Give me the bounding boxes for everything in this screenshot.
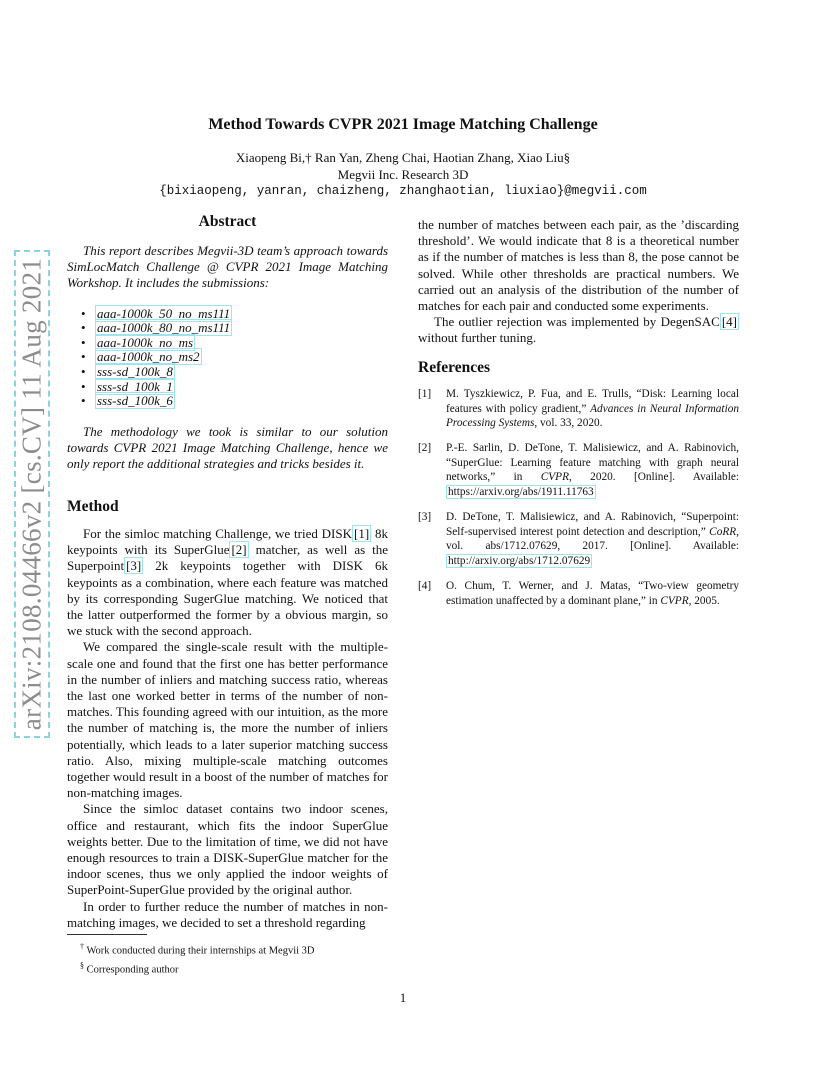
reference-item bbox=[418, 579, 739, 608]
abstract-intro bbox=[67, 243, 388, 292]
footnote-item bbox=[80, 940, 410, 959]
submission-link[interactable]: sss-sd_100k_8 bbox=[97, 363, 173, 379]
method-paragraph-2: We compared the single-scale result with the multiple-scale one and found that the first one has better performance in the number of inliers and matching success ratio, whereas the last one worked better in terms of the number of non-matches. This founding agreed with our intuition, as the more the number of matching is, the more the number of inliers potentially, which leads to a later superior matching success ratio. Also, mixing multiple-scale matching outcomes together would result in a boost of the number of matches for non-matching images. bbox=[67, 639, 388, 801]
method-body-continued bbox=[418, 217, 739, 347]
method-paragraph-1 bbox=[67, 526, 388, 639]
submission-link[interactable]: aaa-1000k_no_ms bbox=[97, 334, 194, 350]
reference-text: M. Tyszkiewicz, P. Fua, and E. Trulls, “Disk: Learning local features with policy gradient,” bbox=[446, 388, 739, 415]
abstract-section bbox=[67, 213, 388, 472]
abstract-intro-text: This report describes Megvii-3D team’s approach towards SimLocMatch Challenge @ CVPR 2021 Image Matching Workshop. It includes the submissions: bbox=[67, 243, 388, 291]
method-p1-text-a: For the simloc matching Challenge, we tried DISK bbox=[83, 526, 352, 541]
reference-number: [3] bbox=[418, 511, 432, 524]
reference-text-end: , 2020. [Online]. Available: bbox=[569, 471, 739, 484]
reference-venue: CVPR bbox=[660, 594, 689, 607]
page-number: 1 bbox=[399, 990, 407, 1005]
footnote-item bbox=[80, 959, 410, 978]
reference-item bbox=[418, 441, 739, 499]
reference-list bbox=[418, 387, 739, 608]
method-p1-text-d: 2k keypoints together with DISK 6k keypoints as a combination, where each feature was matched by its corresponding SugerGlue matching. We noticed that the latter outperformed the former by a obvious margin, so we stuck with the second approach. bbox=[67, 558, 388, 639]
method-body bbox=[67, 526, 388, 931]
citation-link-3[interactable]: [3] bbox=[126, 558, 142, 574]
abstract-outro-text: The methodology we took is similar to our solution towards CVPR 2021 Image Matching Challenge, hence we only report the additional strategies and tricks besides it. bbox=[67, 423, 388, 472]
reference-text: D. DeTone, T. Malisiewicz, and A. Rabinovich, “Superpoint: Self-supervised interest point detection and description,” bbox=[446, 511, 739, 538]
method-p5-text-a: The outlier rejection was implemented by DegenSAC bbox=[434, 314, 720, 330]
method-paragraph-4-cont: the number of matches between each pair, as the ’discarding threshold’. We would indicate that 8 is a theoretical number as if the number of matches is less than 8, the pose cannot be solved. While other thresholds are practical numbers. We carried out an analysis of the distribution of the number of matches for each pair and conducted some experiments. bbox=[418, 217, 739, 314]
method-paragraph-3: Since the simloc dataset contains two indoor scenes, office and restaurant, which fits the indoor SuperGlue weights better. Due to the limitation of time, we did not have enough resources to train a DISK-SuperGlue matcher for the indoor scenes, thus we only applied the indoor weights of SuperPoint-SuperGlue provided by the original author. bbox=[67, 801, 388, 898]
submission-link[interactable]: aaa-1000k_80_no_ms111 bbox=[97, 320, 231, 336]
abstract-outro bbox=[67, 424, 388, 473]
author-list: Xiaopeng Bi,† Ran Yan, Zheng Chai, Haotian Zhang, Xiao Liu§ bbox=[235, 150, 571, 165]
reference-text-end: , 2005. bbox=[688, 594, 720, 607]
citation-link-1[interactable]: [1] bbox=[354, 526, 370, 541]
submission-link[interactable]: aaa-1000k_50_no_ms111 bbox=[97, 305, 231, 321]
method-continued bbox=[418, 217, 739, 347]
reference-venue: CoRR bbox=[709, 525, 737, 538]
affiliation: Megvii Inc. Research 3D bbox=[337, 167, 469, 182]
reference-text: O. Chum, T. Werner, and J. Matas, “Two-view geometry estimation unaffected by a dominant plane,” in bbox=[446, 580, 739, 607]
abstract-heading: Abstract bbox=[198, 213, 257, 230]
reference-item bbox=[418, 510, 739, 568]
reference-text-end: , vol. 33, 2020. bbox=[534, 417, 603, 430]
footnote-text: Corresponding author bbox=[86, 964, 179, 975]
reference-venue: CVPR bbox=[540, 471, 569, 484]
submission-link[interactable]: sss-sd_100k_1 bbox=[97, 378, 173, 394]
method-p1-text-b: 8k keypoints with its SuperGlue bbox=[67, 526, 388, 558]
references-heading: References bbox=[418, 359, 491, 376]
reference-venue: Advances in Neural Information Processing Systems bbox=[446, 402, 740, 430]
footnote-mark: § bbox=[80, 960, 84, 970]
reference-url-link[interactable]: http://arxiv.org/abs/1712.07629 bbox=[448, 554, 591, 567]
submission-list bbox=[81, 307, 388, 409]
paper-title: Method Towards CVPR 2021 Image Matching Challenge bbox=[208, 116, 598, 133]
reference-number: [2] bbox=[418, 442, 432, 455]
submission-link[interactable]: aaa-1000k_no_ms2 bbox=[97, 349, 200, 365]
footnotes bbox=[80, 940, 410, 977]
method-p1-text-c: matcher, as well as the Superpoint bbox=[67, 542, 389, 574]
method-paragraph-4: In order to further reduce the number of matches in non-matching images, we decided to set a threshold regarding bbox=[67, 898, 388, 930]
citation-link-4[interactable]: [4] bbox=[721, 314, 737, 330]
reference-text: P.-E. Sarlin, D. DeTone, T. Malisiewicz, and A. Rabinovich, “SuperGlue: Learning feature matching with graph neural networks,” in bbox=[446, 442, 739, 484]
method-paragraph-5 bbox=[418, 314, 739, 346]
submission-link[interactable]: sss-sd_100k_6 bbox=[97, 393, 173, 409]
reference-number: [1] bbox=[418, 388, 432, 400]
footnote-text: Work conducted during their internships at Megvii 3D bbox=[86, 945, 315, 957]
footnote-divider bbox=[67, 934, 147, 935]
method-section bbox=[67, 498, 388, 931]
reference-text-end: , vol. abs/1712.07629, 2017. [Online]. Available: bbox=[446, 525, 739, 553]
references-section bbox=[418, 359, 739, 619]
submission-item bbox=[81, 394, 388, 409]
arxiv-identifier-text: arXiv:2108.04466v2 [cs.CV] 11 Aug 2021 bbox=[16, 257, 47, 731]
method-p5-text-b: without further tuning. bbox=[418, 330, 537, 346]
arxiv-identifier bbox=[14, 250, 50, 738]
footnote-mark: † bbox=[80, 942, 84, 951]
email-list: {bixiaopeng, yanran, chaizheng, zhanghaotian, liuxiao}@megvii.com bbox=[159, 184, 647, 198]
citation-link-2[interactable]: [2] bbox=[231, 542, 247, 558]
reference-item bbox=[418, 387, 739, 431]
reference-url-link[interactable]: https://arxiv.org/abs/1911.11763 bbox=[448, 486, 594, 499]
reference-number: [4] bbox=[418, 580, 432, 593]
method-heading: Method bbox=[67, 498, 119, 515]
